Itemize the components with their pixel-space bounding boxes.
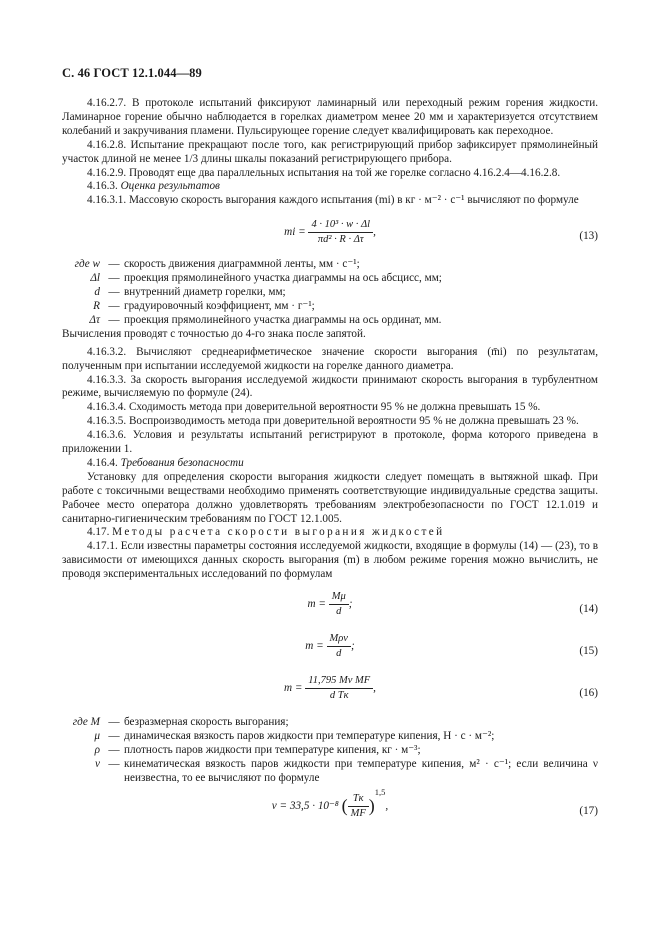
variable-row: R — градуировочный коэффициент, мм · г⁻¹; bbox=[62, 300, 598, 314]
fraction-numerator: 11,795 Mν MF bbox=[305, 674, 373, 689]
formula-fraction bbox=[308, 218, 373, 247]
formula-tail: , bbox=[385, 799, 389, 812]
variable-row: Δτ — проекция прямолинейного участка диаграммы на ось ординат, мм. bbox=[62, 314, 598, 328]
formula-number: (15) bbox=[579, 645, 598, 658]
variable-row: где M — безразмерная скорость выгорания; bbox=[62, 716, 598, 730]
formula-lhs: ν = 33,5 · 10⁻⁸ bbox=[271, 799, 339, 812]
section-title: Оценка результатов bbox=[120, 180, 220, 193]
paragraph-4-16-3-1: 4.16.3.1. Массовую скорость выгорания каждого испытания (mi) в кг · м⁻² · с⁻¹ вычисляют по формуле bbox=[87, 194, 579, 207]
formula-tail: , bbox=[373, 226, 376, 239]
document-body bbox=[62, 97, 598, 832]
variable-row: Δl — проекция прямолинейного участка диаграммы на ось абсцисс, мм; bbox=[62, 272, 598, 286]
paragraph-4-16-2-9: 4.16.2.9. Проводят еще два параллельных испытания на той же горелке согласно 4.16.2.4—4.16.2.8. bbox=[87, 166, 561, 179]
variable-row: d — внутренний диаметр горелки, мм; bbox=[62, 286, 598, 300]
variable-description: скорость движения диаграммной ленты, мм · с⁻¹; bbox=[124, 258, 360, 271]
variable-description: плотность паров жидкости при температуре кипения, кг · м⁻³; bbox=[124, 743, 421, 756]
fraction-denominator: πd² · R · Δτ bbox=[317, 234, 364, 246]
formula-lhs: m = bbox=[307, 598, 326, 611]
formula-17: ν = 33,5 · 10⁻⁸ ( $\frac{Tк}{MF}$ )$^{1,5}$, (17) bbox=[271, 786, 598, 819]
formula-lhs: m = bbox=[305, 640, 324, 653]
heading-4-16-3 bbox=[62, 180, 598, 194]
formula-exponent: 1,5 bbox=[374, 786, 386, 797]
section-number: 4.16.4. bbox=[87, 456, 118, 469]
paragraph-4-16-3-2: 4.16.3.2. Вычисляют среднеарифметическое значение скорости выгорания (m̄i) по результатам, полученным при испытании исследуемой жидкости на горелке данного диаметра. bbox=[62, 345, 598, 372]
paragraph-4-16-2-7: 4.16.2.7. В протоколе испытаний фиксируют ламинарный или переходный режим горения жидкости. Ламинарное горение обычно наблюдается в горелках диаметром менее 20 мм и характеризуется отсутствием колебаний и закручивания пламени. Пульсирующее горение следует квалифицировать как переходное. bbox=[62, 97, 598, 137]
formula-number: (17) bbox=[579, 804, 598, 817]
heading-4-17 bbox=[62, 526, 598, 540]
variable-symbol: μ bbox=[94, 730, 100, 742]
variable-row: где w — скорость движения диаграммной ленты, мм · с⁻¹; bbox=[62, 258, 598, 272]
variable-row: ρ — плотность паров жидкости при температуре кипения, кг · м⁻³; bbox=[62, 744, 598, 758]
paragraph-4-16-3-6: 4.16.3.6. Условия и результаты испытаний регистрируют в протоколе, форма которого приведена в приложении 1. bbox=[62, 429, 598, 456]
paragraph-4-16-2-8: 4.16.2.8. Испытание прекращают после того, как регистрирующий прибор зафиксирует прямолинейный участок длиной не менее 1/3 длины шкалы показаний регистрирующего прибора. bbox=[62, 138, 598, 165]
fraction-numerator: Mρν bbox=[327, 632, 351, 647]
variable-row: ν — кинематическая вязкость паров жидкости при температуре кипения, м² · с⁻¹; если величина ν неизвестна, то ее вычисляют по формуле bbox=[62, 758, 598, 786]
variable-description: динамическая вязкость паров жидкости при температуре кипения, Н · с · м⁻²; bbox=[124, 730, 495, 742]
formula-tail: ; bbox=[350, 640, 355, 653]
variable-symbol: где w bbox=[74, 258, 100, 271]
variable-list-13 bbox=[62, 258, 598, 328]
variable-row: μ — динамическая вязкость паров жидкости при температуре кипения, Н · с · м⁻²; bbox=[62, 730, 598, 744]
section-title: Методы расчета скорости выгорания жидкостей bbox=[112, 526, 445, 539]
paragraph-4-16-3-3: 4.16.3.3. За скорость выгорания исследуемой жидкости принимают скорость выгорания в турбулентном режиме, вычисляемую по формуле (24). bbox=[62, 373, 598, 400]
variable-symbol: Δl bbox=[90, 272, 100, 285]
variable-symbol: ν bbox=[95, 757, 100, 770]
fraction-denominator: MF bbox=[350, 807, 366, 819]
section-number: 4.16.3. bbox=[87, 180, 118, 193]
variable-symbol: d bbox=[94, 286, 100, 299]
formula-13 bbox=[62, 212, 598, 258]
variable-description: проекция прямолинейного участка диаграммы на ось ординат, мм. bbox=[124, 313, 442, 326]
variable-list-16 bbox=[62, 716, 598, 786]
section-title: Требования безопасности bbox=[120, 456, 244, 469]
fraction-denominator: d bbox=[336, 648, 342, 659]
variable-symbol: Δτ bbox=[89, 313, 100, 326]
fraction-numerator: Tк bbox=[348, 792, 369, 807]
formula-16 bbox=[62, 674, 598, 714]
formula-lhs: m = bbox=[284, 682, 303, 695]
fraction-denominator: d Tк bbox=[329, 690, 349, 701]
paragraph-precision: Вычисления проводят с точностью до 4-го знака после запятой. bbox=[62, 327, 366, 340]
paragraph-4-16-3-4: 4.16.3.4. Сходимость метода при доверительной вероятности 95 % не должна превышать 15 %. bbox=[87, 401, 541, 414]
variable-symbol: ρ bbox=[94, 743, 100, 756]
variable-description: проекция прямолинейного участка диаграммы на ось абсцисс, мм; bbox=[124, 272, 442, 285]
paragraph-safety: Установку для определения скорости выгорания жидкости следует помещать в вытяжной шкаф. При работе с токсичными веществами необходимо применять соответствующие индивидуальные средства защиты. Рабочее место оператора должно удовлетворять требованиям электробезопасности по ГОСТ 12.1.019 и санитарно-гигиеническим требованиям по ГОСТ 12.1.005. bbox=[62, 470, 598, 525]
formula-fraction bbox=[329, 590, 349, 619]
formula-15 bbox=[62, 632, 598, 670]
variable-symbol: R bbox=[93, 299, 100, 312]
formula-fraction bbox=[305, 674, 373, 703]
formula-number: (13) bbox=[579, 230, 598, 243]
formula-number: (16) bbox=[579, 687, 598, 700]
paragraph-4-16-3-5: 4.16.3.5. Воспроизводимость метода при доверительной вероятности 95 % не должна превышать 23 %. bbox=[87, 415, 579, 428]
fraction-numerator: Mμ bbox=[329, 590, 349, 605]
heading-4-16-4 bbox=[62, 457, 598, 471]
page-header: С. 46 ГОСТ 12.1.044—89 bbox=[62, 66, 202, 80]
variable-symbol: где M bbox=[72, 716, 100, 729]
section-number: 4.17. bbox=[87, 526, 110, 539]
paragraph-4-17-1: 4.17.1. Если известны параметры состояния исследуемой жидкости, входящие в формулы (14) — (23), то в зависимости от имеющихся данных скорость выгорания (m) в любом режиме горения можно вычислить, не проводя экспериментальных исследований по формулам bbox=[62, 540, 598, 581]
formula-number: (14) bbox=[579, 603, 598, 616]
formula-14 bbox=[62, 590, 598, 628]
formula-fraction bbox=[348, 792, 369, 821]
formula-tail: ; bbox=[348, 598, 353, 611]
formula-tail: , bbox=[373, 682, 376, 695]
fraction-denominator: d bbox=[336, 606, 342, 617]
variable-description: градуировочный коэффициент, мм · г⁻¹; bbox=[124, 299, 315, 312]
variable-description: кинематическая вязкость паров жидкости при температуре кипения, м² · с⁻¹; если величина ν неизвестна, то ее вычисляют по формуле bbox=[124, 757, 598, 784]
variable-description: безразмерная скорость выгорания; bbox=[124, 716, 289, 729]
variable-description: внутренний диаметр горелки, мм; bbox=[124, 286, 286, 299]
fraction-numerator: 4 · 10³ · w · Δl bbox=[308, 218, 373, 233]
formula-lhs: mi = bbox=[284, 226, 306, 239]
formula-fraction bbox=[327, 632, 351, 661]
